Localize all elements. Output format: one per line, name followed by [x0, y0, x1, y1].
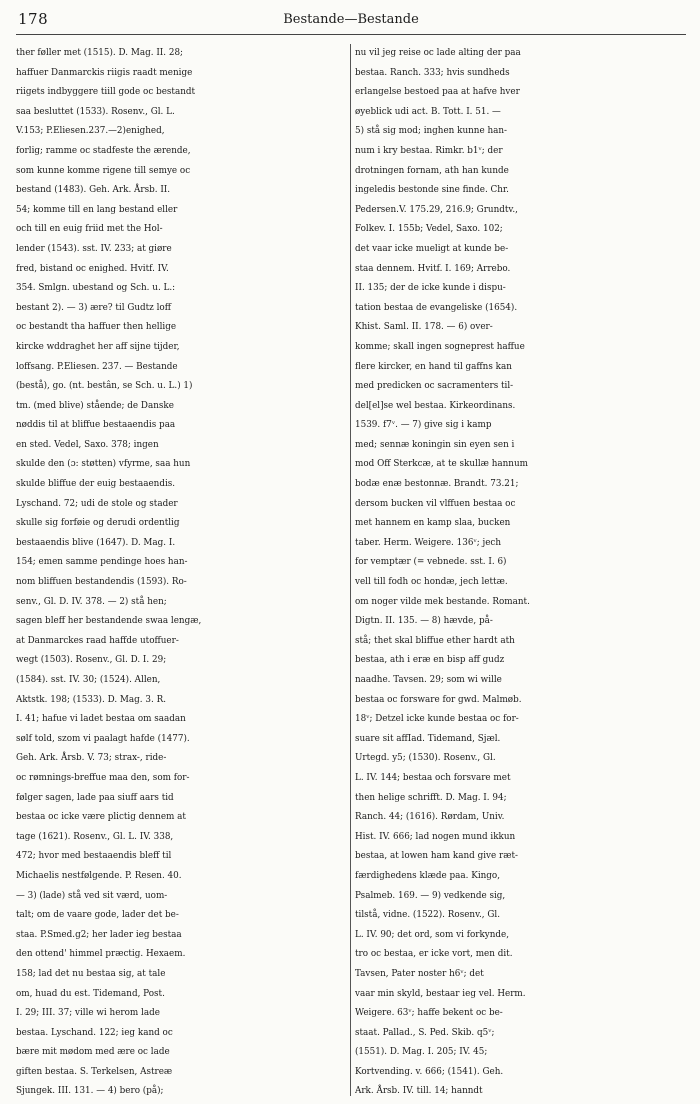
text-line: 354. Smlgn. ubestand og Sch. u. L.:: [16, 283, 176, 294]
text-line: 158; lad det nu bestaa sig, at tale: [16, 968, 166, 979]
text-line: fred, bistand oc enighed. Hvitf. IV.: [16, 263, 169, 274]
text-line: ther føller met (1515). D. Mag. II. 28;: [16, 48, 184, 58]
text-line: tro oc bestaa, er icke vort, men dit.: [355, 949, 513, 960]
text-line: bestaa, ath i eræ en bisp aff gudz: [355, 655, 505, 666]
text-line: dersom bucken vil vlffuen bestaa oc: [355, 498, 516, 509]
text-line: Michaelis nestfølgende. P. Resen. 40.: [16, 870, 182, 881]
text-line: senv., Gl. D. IV. 378. — 2) stå hen;: [16, 596, 167, 607]
text-line: færdighedens klæde paa. Kingo,: [355, 870, 501, 881]
text-line: bestaa. Lyschand. 122; ieg kand oc: [16, 1027, 173, 1038]
text-line: II. 135; der de icke kunde i dispu-: [355, 283, 506, 294]
text-line: tage (1621). Rosenv., Gl. L. IV. 338,: [16, 831, 174, 842]
text-line: forlig; ramme oc stadfeste the ærende,: [16, 145, 191, 156]
text-line: bestand (1483). Geh. Ark. Årsb. II.: [16, 185, 171, 196]
text-line: Psalmeb. 169. — 9) vedkende sig,: [355, 890, 506, 901]
right-column: [355, 44, 688, 1096]
text-line: vell till fodh oc hondæ, jech lettæ.: [355, 577, 508, 588]
text-line: erlangelse bestoed paa at hafve hver: [355, 87, 520, 98]
text-line: loffsang. P.Eliesen. 237. — Bestande: [16, 361, 178, 372]
text-line: 1539. f7ᵛ. — 7) give sig i kamp: [355, 420, 492, 431]
text-line: I. 41; hafue vi ladet bestaa om saadan: [16, 714, 186, 725]
text-line: Geh. Ark. Årsb. V. 73; strax-, ride-: [16, 753, 167, 764]
text-line: tm. (med blive) stående; de Danske: [16, 400, 174, 411]
text-line: del[el]se wel bestaa. Kirkeordinans.: [355, 400, 516, 411]
text-line: ingeledis bestonde sine finde. Chr.: [355, 185, 509, 196]
text-line: stå; thet skal bliffue ether hardt ath: [355, 635, 515, 646]
text-line: V.153; P.Eliesen.237.—2)enighed,: [16, 126, 165, 137]
text-line: Digtn. II. 135. — 8) hævde, på-: [355, 616, 493, 627]
text-line: sagen bleff her bestandende swaa lengæ,: [16, 616, 202, 627]
text-line: bære mit mødom med ære oc lade: [16, 1047, 170, 1058]
text-line: mod Off Sterkcæ, at te skullæ hannum: [355, 459, 528, 470]
page-header: [16, 8, 686, 35]
text-line: Pedersen.V. 175.29, 216.9; Grundtv.,: [355, 204, 518, 215]
text-line: som kunne komme rigene till semye oc: [16, 165, 191, 176]
text-line: Urtegd. y5; (1530). Rosenv., Gl.: [355, 753, 496, 764]
text-line: oc rømnings-breffue maa den, som for-: [16, 772, 190, 783]
text-line: 154; emen samme pendinge hoes han-: [16, 557, 188, 568]
text-line: haffuer Danmarckis riigis raadt menige: [16, 67, 193, 78]
text-line: vaar min skyld, bestaar ieg vel. Herm.: [355, 988, 526, 999]
text-line: suare sit affIad. Tidemand, Sjæl.: [355, 733, 501, 744]
text-line: staa dennem. Hvitf. I. 169; Arrebo.: [355, 263, 511, 274]
text-line: naadhe. Tavsen. 29; som wi wille: [355, 675, 502, 685]
text-line: (1584). sst. IV. 30; (1524). Allen,: [16, 675, 161, 685]
text-line: komme; skall ingen sogneprest haffue: [355, 341, 525, 352]
text-line: L. IV. 144; bestaa och forsvare met: [355, 772, 511, 783]
text-line: lender (1543). sst. IV. 233; at giøre: [16, 243, 172, 254]
text-line: Kortvending. v. 666; (1541). Geh.: [355, 1066, 504, 1077]
text-line: num i kry bestaa. Rimkr. b1ᵛ; der: [355, 145, 503, 156]
text-line: oc bestandt tha haffuer then hellige: [16, 322, 177, 333]
text-line: tation bestaa de evangeliske (1654).: [355, 302, 518, 313]
text-line: den ottend' himmel præctig. Hexaem.: [16, 949, 186, 960]
text-line: wegt (1503). Rosenv., Gl. D. I. 29;: [16, 655, 167, 666]
text-line: 54; komme till en lang bestand eller: [16, 204, 178, 215]
text-line: nu vil jeg reise oc lade alting der paa: [355, 48, 521, 58]
text-line: skulle sig forføie og derudi ordentlig: [16, 518, 180, 529]
text-line: bestaaendis blive (1647). D. Mag. I.: [16, 537, 176, 548]
text-line: nøddis til at bliffue bestaaendis paa: [16, 420, 176, 431]
text-line: talt; om de vaare gode, lader det be-: [16, 910, 179, 921]
page-number: 178: [18, 10, 49, 28]
text-line: tilstå, vidne. (1522). Rosenv., Gl.: [355, 910, 501, 921]
text-line: drotningen fornam, ath han kunde: [355, 165, 509, 176]
text-line: 472; hvor med bestaaendis bleff til: [16, 851, 172, 862]
text-line: det vaar icke mueligt at kunde be-: [355, 243, 509, 254]
text-line: skulde bliffue der euig bestaaendis.: [16, 479, 176, 490]
text-line: I. 29; III. 37; ville wi herom lade: [16, 1008, 160, 1019]
running-head: Bestande—Bestande: [283, 12, 419, 27]
text-line: L. IV. 90; det ord, som vi forkynde,: [355, 929, 510, 940]
text-line: sølf told, szom vi paalagt hafde (1477).: [16, 733, 190, 744]
text-line: for vemptær (= vebnede. sst. I. 6): [355, 557, 507, 568]
text-line: med predicken oc sacramenters til-: [355, 381, 514, 392]
text-line: om, huad du est. Tidemand, Post.: [16, 988, 165, 999]
text-line: følger sagen, lade paa siuff aars tid: [16, 792, 174, 803]
text-line: Hist. IV. 666; lad nogen mund ikkun: [355, 831, 516, 842]
text-line: Sjungek. III. 131. — 4) bero (på);: [16, 1086, 164, 1096]
text-line: flere kircker, en hand til gaffns kan: [355, 361, 512, 372]
text-line: nom bliffuen bestandendis (1593). Ro-: [16, 577, 187, 588]
text-line: (bestå), go. (nt. bestân, se Sch. u. L.) 1): [16, 381, 193, 392]
text-line: 18ᵛ; Detzel icke kunde bestaa oc for-: [355, 714, 519, 725]
text-line: Aktstk. 198; (1533). D. Mag. 3. R.: [16, 694, 167, 705]
text-line: giften bestaa. S. Terkelsen, Astreæ: [16, 1066, 173, 1077]
text-line: Folkev. I. 155b; Vedel, Saxo. 102;: [355, 224, 503, 235]
left-column: [16, 44, 349, 1096]
text-line: bestaa. Ranch. 333; hvis sundheds: [355, 67, 510, 78]
text-line: Ark. Årsb. IV. till. 14; hanndt: [355, 1086, 483, 1096]
text-line: Lyschand. 72; udi de stole og stader: [16, 498, 178, 509]
text-line: bestaa oc forsware for gwd. Malmøb.: [355, 694, 522, 705]
text-line: then helige schrifft. D. Mag. I. 94;: [355, 792, 507, 803]
text-line: skulde den (ɔ: støtten) vfyrme, saa hun: [16, 459, 191, 470]
text-line: bodæ enæ bestonnæ. Brandt. 73.21;: [355, 479, 519, 490]
text-line: Weigere. 63ᵛ; haffe bekent oc be-: [355, 1008, 503, 1019]
text-line: — 3) (lade) stå ved sit værd, uom-: [16, 890, 168, 901]
text-line: riigets indbyggere tiill gode oc bestandt: [16, 87, 196, 98]
text-line: Tavsen, Pater noster h6ᵛ; det: [355, 968, 484, 979]
text-line: Ranch. 44; (1616). Rørdam, Univ.: [355, 812, 505, 823]
text-line: en sted. Vedel, Saxo. 378; ingen: [16, 439, 159, 450]
text-line: bestaa oc icke være plictig dennem at: [16, 812, 186, 823]
text-line: staat. Pallad., S. Ped. Skib. q5ᵛ;: [355, 1027, 495, 1038]
text-line: saa besluttet (1533). Rosenv., Gl. L.: [16, 106, 175, 117]
text-line: om noger vilde mek bestande. Romant.: [355, 596, 530, 607]
text-line: bestant 2). — 3) ære? til Gudtz loff: [16, 302, 171, 313]
text-line: øyeblick udi act. B. Tott. I. 51. —: [355, 106, 501, 117]
text-line: taber. Herm. Weigere. 136ᵛ; jech: [355, 537, 502, 548]
text-line: at Danmarckes raad haffde utoffuer-: [16, 635, 179, 646]
text-line: kircke wddraghet her aff sijne tijder,: [16, 341, 180, 352]
text-line: staa. P.Smed.g2; her lader ieg bestaa: [16, 929, 182, 940]
text-line: Khist. Saml. II. 178. — 6) over-: [355, 322, 493, 333]
text-line: 5) stå sig mod; inghen kunne han-: [355, 126, 508, 137]
text-line: och till en euig friid met the Hol-: [16, 224, 163, 235]
column-divider: [350, 44, 351, 1096]
text-line: met hannem en kamp slaa, bucken: [355, 518, 511, 529]
text-line: bestaa, at lowen ham kand give ræt-: [355, 851, 518, 862]
text-line: med; sennæ koningin sin eyen sen i: [355, 439, 515, 450]
text-line: (1551). D. Mag. I. 205; IV. 45;: [355, 1047, 488, 1058]
